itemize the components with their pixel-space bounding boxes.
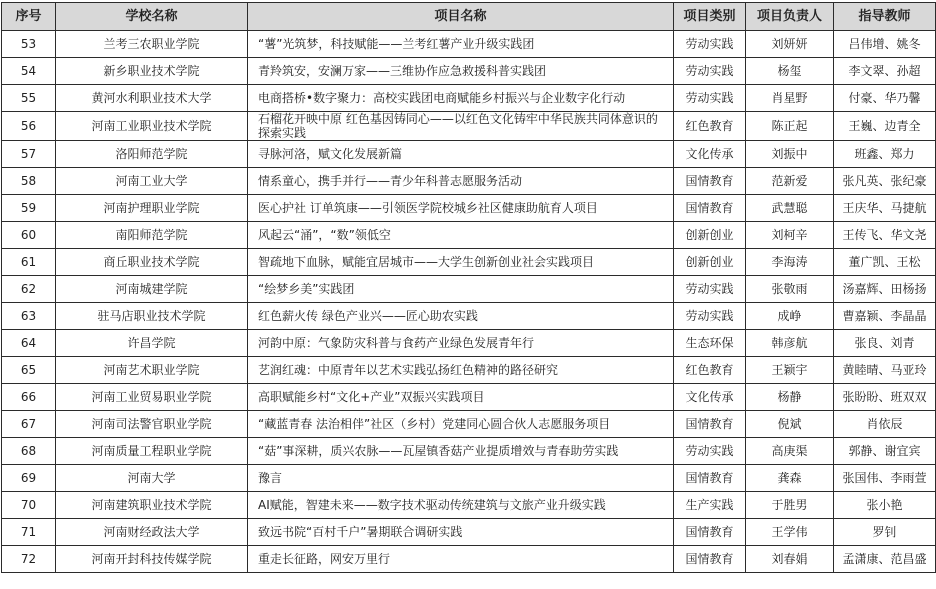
- cell-school: 河南开封科技传媒学院: [56, 546, 248, 573]
- cell-school: 河南大学: [56, 465, 248, 492]
- cell-teacher: 郭静、谢宜宾: [834, 438, 936, 465]
- table-row: [2, 141, 936, 168]
- cell-leader: 王学伟: [746, 519, 834, 546]
- cell-seq: 70: [2, 492, 56, 519]
- cell-project: 河韵中原：气象防灾科普与食药产业绿色发展青年行: [248, 330, 674, 357]
- cell-type: 劳动实践: [674, 31, 746, 58]
- cell-leader: 陈正起: [746, 112, 834, 141]
- header-leader: 项目负责人: [746, 3, 834, 31]
- table-row: [2, 85, 936, 112]
- header-seq: 序号: [2, 3, 56, 31]
- cell-project: 智疏地下血脉，赋能宜居城市——大学生创新创业社会实践项目: [248, 249, 674, 276]
- table-row: [2, 519, 936, 546]
- cell-teacher: 王庆华、马捷航: [834, 195, 936, 222]
- cell-leader: 高庚渠: [746, 438, 834, 465]
- header-school: 学校名称: [56, 3, 248, 31]
- header-type: 项目类别: [674, 3, 746, 31]
- cell-seq: 55: [2, 85, 56, 112]
- cell-leader: 龚森: [746, 465, 834, 492]
- cell-seq: 63: [2, 303, 56, 330]
- cell-leader: 肖星野: [746, 85, 834, 112]
- cell-project: 豫言: [248, 465, 674, 492]
- cell-type: 国情教育: [674, 519, 746, 546]
- table-row: [2, 58, 936, 85]
- table-row: [2, 492, 936, 519]
- cell-teacher: 张凡英、张纪豪: [834, 168, 936, 195]
- cell-project: 电商搭桥•数字聚力：高校实践团电商赋能乡村振兴与企业数字化行动: [248, 85, 674, 112]
- cell-leader: 刘柯辛: [746, 222, 834, 249]
- cell-leader: 杨玺: [746, 58, 834, 85]
- table-row: [2, 384, 936, 411]
- cell-school: 洛阳师范学院: [56, 141, 248, 168]
- cell-school: 驻马店职业技术学院: [56, 303, 248, 330]
- cell-type: 劳动实践: [674, 58, 746, 85]
- cell-leader: 杨静: [746, 384, 834, 411]
- table-row: [2, 168, 936, 195]
- cell-seq: 59: [2, 195, 56, 222]
- cell-type: 文化传承: [674, 141, 746, 168]
- cell-leader: 张敬雨: [746, 276, 834, 303]
- cell-teacher: 曹嘉颖、李晶晶: [834, 303, 936, 330]
- cell-project: 风起云“涌”，“数”领低空: [248, 222, 674, 249]
- table-row: [2, 31, 936, 58]
- cell-school: 南阳师范学院: [56, 222, 248, 249]
- cell-type: 生态环保: [674, 330, 746, 357]
- cell-seq: 57: [2, 141, 56, 168]
- cell-project: 艺润红魂：中原青年以艺术实践弘扬红色精神的路径研究: [248, 357, 674, 384]
- table-row: [2, 465, 936, 492]
- table-row: [2, 411, 936, 438]
- cell-school: 河南工业职业技术学院: [56, 112, 248, 141]
- cell-leader: 韩彦航: [746, 330, 834, 357]
- cell-type: 国情教育: [674, 465, 746, 492]
- cell-leader: 刘振中: [746, 141, 834, 168]
- cell-teacher: 罗钊: [834, 519, 936, 546]
- cell-project: 情系童心，携手并行——青少年科普志愿服务活动: [248, 168, 674, 195]
- cell-type: 创新创业: [674, 222, 746, 249]
- cell-seq: 60: [2, 222, 56, 249]
- cell-school: 河南质量工程职业学院: [56, 438, 248, 465]
- cell-school: 河南司法警官职业学院: [56, 411, 248, 438]
- cell-teacher: 肖依辰: [834, 411, 936, 438]
- project-list-table-container: [1, 2, 935, 573]
- cell-teacher: 张盼盼、班双双: [834, 384, 936, 411]
- cell-teacher: 吕伟增、姚冬: [834, 31, 936, 58]
- cell-seq: 62: [2, 276, 56, 303]
- cell-teacher: 张国伟、李雨萱: [834, 465, 936, 492]
- cell-project: 青羚筑安，安澜万家——三维协作应急救援科普实践团: [248, 58, 674, 85]
- cell-type: 红色教育: [674, 357, 746, 384]
- cell-leader: 刘春娟: [746, 546, 834, 573]
- table-row: [2, 438, 936, 465]
- cell-teacher: 李文翠、孙超: [834, 58, 936, 85]
- table-row: [2, 249, 936, 276]
- table-row: [2, 112, 936, 141]
- cell-leader: 武慧聪: [746, 195, 834, 222]
- cell-project: 医心护社 订单筑康——引领医学院校城乡社区健康助航育人项目: [248, 195, 674, 222]
- table-row: [2, 546, 936, 573]
- cell-seq: 72: [2, 546, 56, 573]
- cell-project: AI赋能，智建未来——数字技术驱动传统建筑与文旅产业升级实践: [248, 492, 674, 519]
- cell-seq: 71: [2, 519, 56, 546]
- cell-school: 河南财经政法大学: [56, 519, 248, 546]
- cell-leader: 倪斌: [746, 411, 834, 438]
- cell-school: 兰考三农职业学院: [56, 31, 248, 58]
- cell-type: 劳动实践: [674, 276, 746, 303]
- cell-teacher: 付豪、华乃馨: [834, 85, 936, 112]
- cell-school: 河南建筑职业技术学院: [56, 492, 248, 519]
- cell-teacher: 王巍、边青全: [834, 112, 936, 141]
- cell-seq: 61: [2, 249, 56, 276]
- cell-teacher: 张良、刘青: [834, 330, 936, 357]
- cell-type: 国情教育: [674, 411, 746, 438]
- cell-type: 国情教育: [674, 546, 746, 573]
- cell-seq: 53: [2, 31, 56, 58]
- cell-school: 许昌学院: [56, 330, 248, 357]
- table-row: [2, 276, 936, 303]
- cell-school: 河南工业大学: [56, 168, 248, 195]
- header-project: 项目名称: [248, 3, 674, 31]
- cell-type: 劳动实践: [674, 85, 746, 112]
- project-list-table: [1, 2, 936, 573]
- cell-school: 黄河水利职业技术大学: [56, 85, 248, 112]
- cell-seq: 56: [2, 112, 56, 141]
- cell-teacher: 汤嘉辉、田杨扬: [834, 276, 936, 303]
- cell-school: 新乡职业技术学院: [56, 58, 248, 85]
- cell-project: 红色薪火传 绿色产业兴——匠心助农实践: [248, 303, 674, 330]
- cell-type: 生产实践: [674, 492, 746, 519]
- header-teacher: 指导教师: [834, 3, 936, 31]
- cell-leader: 范新爱: [746, 168, 834, 195]
- cell-type: 红色教育: [674, 112, 746, 141]
- cell-leader: 李海涛: [746, 249, 834, 276]
- cell-type: 创新创业: [674, 249, 746, 276]
- table-header-row: [2, 3, 936, 31]
- cell-seq: 65: [2, 357, 56, 384]
- table-row: [2, 330, 936, 357]
- cell-school: 河南城建学院: [56, 276, 248, 303]
- cell-project: 重走长征路，网安万里行: [248, 546, 674, 573]
- table-row: [2, 195, 936, 222]
- cell-leader: 于胜男: [746, 492, 834, 519]
- cell-type: 国情教育: [674, 168, 746, 195]
- cell-project: “菇”事深耕，质兴农脉——瓦屋镇香菇产业提质增效与青春助劳实践: [248, 438, 674, 465]
- cell-teacher: 王传飞、华文尧: [834, 222, 936, 249]
- cell-teacher: 孟潇康、范昌盛: [834, 546, 936, 573]
- cell-seq: 69: [2, 465, 56, 492]
- table-row: [2, 357, 936, 384]
- cell-school: 河南护理职业学院: [56, 195, 248, 222]
- table-body: [2, 31, 936, 573]
- cell-project: 高职赋能乡村“文化+产业”双振兴实践项目: [248, 384, 674, 411]
- cell-teacher: 张小艳: [834, 492, 936, 519]
- cell-seq: 68: [2, 438, 56, 465]
- table-row: [2, 303, 936, 330]
- cell-type: 劳动实践: [674, 303, 746, 330]
- cell-teacher: 董广凯、王松: [834, 249, 936, 276]
- cell-school: 河南艺术职业学院: [56, 357, 248, 384]
- cell-seq: 67: [2, 411, 56, 438]
- cell-project: 石榴花开映中原 红色基因铸同心——以红色文化铸牢中华民族共同体意识的探索实践: [248, 112, 674, 141]
- cell-school: 商丘职业技术学院: [56, 249, 248, 276]
- cell-leader: 成峥: [746, 303, 834, 330]
- cell-leader: 王颖宇: [746, 357, 834, 384]
- cell-school: 河南工业贸易职业学院: [56, 384, 248, 411]
- cell-project: “藏蓝青春 法治相伴”社区（乡村）党建同心圆合伙人志愿服务项目: [248, 411, 674, 438]
- cell-type: 国情教育: [674, 195, 746, 222]
- cell-leader: 刘妍妍: [746, 31, 834, 58]
- cell-teacher: 黄睦晴、马亚玲: [834, 357, 936, 384]
- cell-seq: 64: [2, 330, 56, 357]
- cell-type: 文化传承: [674, 384, 746, 411]
- cell-project: “绘梦乡美”实践团: [248, 276, 674, 303]
- cell-project: 寻脉河洛，赋文化发展新篇: [248, 141, 674, 168]
- cell-seq: 66: [2, 384, 56, 411]
- cell-project: 致远书院“百村千户”暑期联合调研实践: [248, 519, 674, 546]
- table-row: [2, 222, 936, 249]
- cell-type: 劳动实践: [674, 438, 746, 465]
- cell-seq: 54: [2, 58, 56, 85]
- cell-seq: 58: [2, 168, 56, 195]
- cell-project: “薯”光筑梦，科技赋能——兰考红薯产业升级实践团: [248, 31, 674, 58]
- cell-teacher: 班鑫、郑力: [834, 141, 936, 168]
